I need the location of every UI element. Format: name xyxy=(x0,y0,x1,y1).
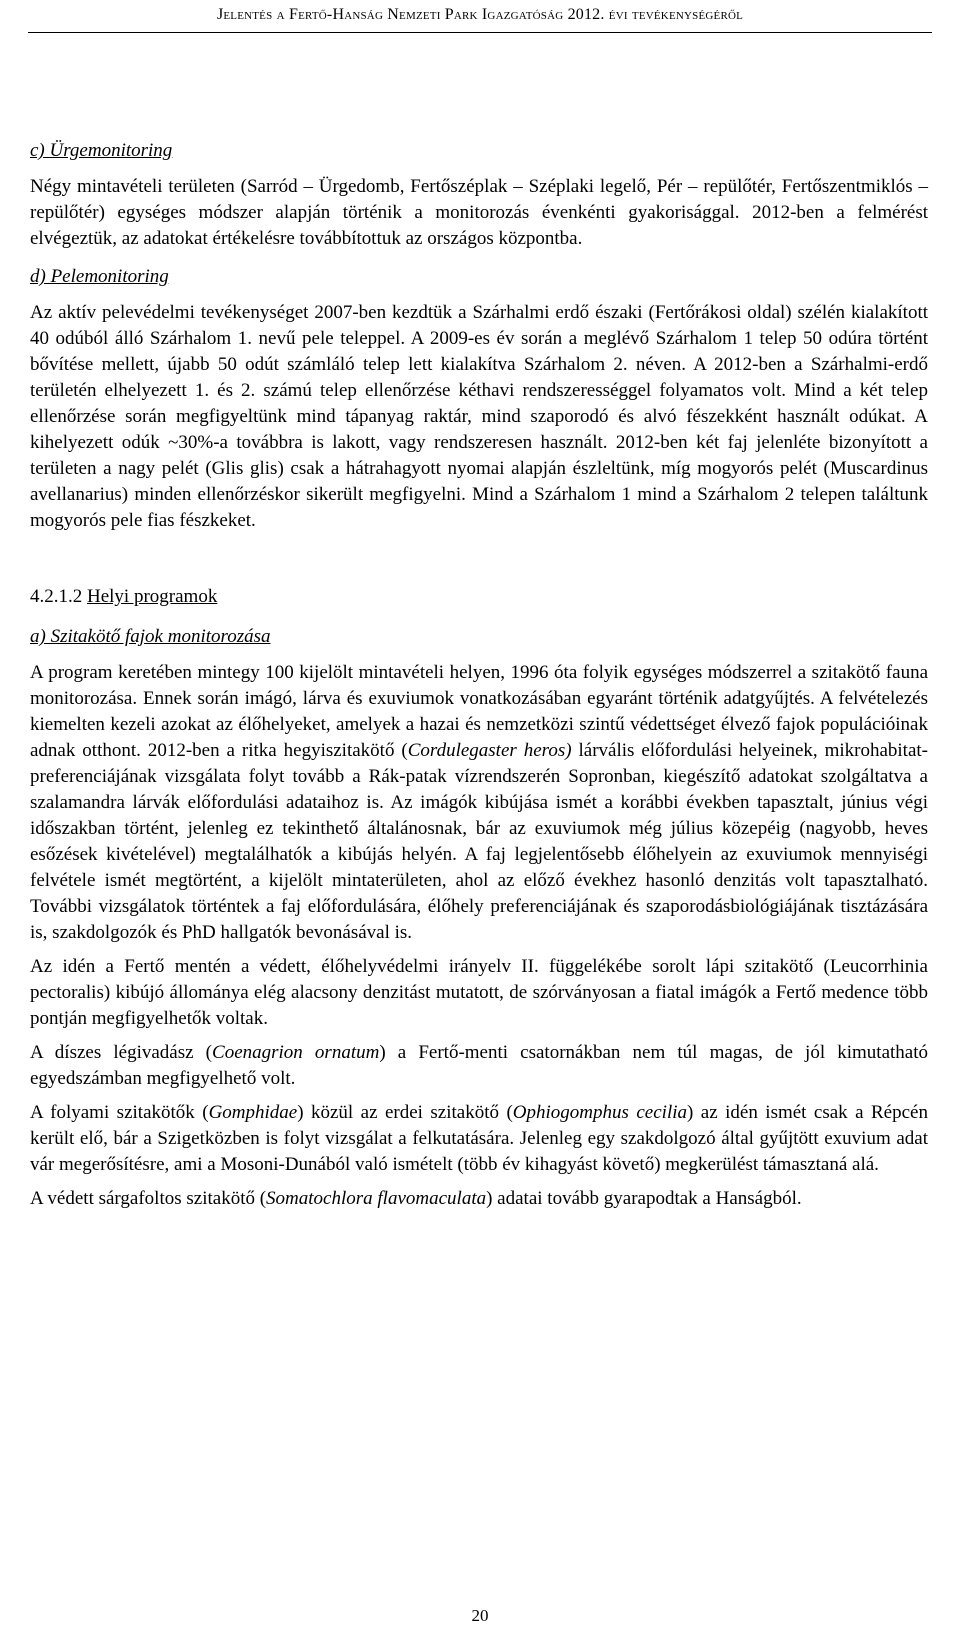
paragraph-a-5-text: A védett sárgafoltos szitakötő ( xyxy=(30,1188,267,1209)
section-body-d: Az aktív pelevédelmi tevékenységet 2007-ben kezdtük a Szárhalmi erdő északi (Fertőrákosi oldal) szélén kialakított 40 odúból álló Szárhalom 1. nevű pele teleppel. A 2009-es év során a meglévő Szárhalom 1 telep 50 odúra történt bővítése mellett, újabb 50 odút számláló telep lett kialakítva Szárhalom 2. néven. A 2012-ben a Szárhalmi-erdő területén elhelyezett 1. és 2. számú telep ellenőrzése kéthavi rendszerességgel folyamatos volt. Mind a két telep ellenőrzése során megfigyeltünk mind tápanyag raktár, mind szaporodó és alvó fészekként használt odúkat. A kihelyezett odúk ~30%-a továbbra is lakott, vagy rendszeresen használt. 2012-ben két faj jelenléte bizonyított a területen a nagy pelét (Glis glis) csak a hátrahagyott nyomai alapján észleltünk, míg mogyorós pelét (Muscardinus avellanarius) minden ellenőrzéskor sikerült megfigyelni. Mind a Szárhalom 1 mind a Szárhalom 2 telepen találtunk mogyorós pele fias fészkeket. xyxy=(30,302,928,531)
species-name: Cordulegaster heros) xyxy=(407,740,572,761)
family-name: Gomphidae xyxy=(208,1102,298,1123)
species-name: Coenagrion ornatum xyxy=(212,1042,380,1063)
paragraph-a-4-text-cont: ) az idén ismét csak a Répcén került elő, bár a Szigetközben is folyt vizsgálat a felkutatására. Jelenleg egy szakdolgozó által gyűjtött exuvium adat vár megerősítésre, ami a Mosoni-Dunából való ismételt (több év kihagyást követő) megkerülést támasztaná alá. xyxy=(30,1102,928,1175)
paragraph-a-3-text: A díszes légivadász ( xyxy=(30,1042,213,1063)
page-number: 20 xyxy=(471,1606,489,1625)
paragraph-a-5 xyxy=(30,1186,928,1212)
page-body xyxy=(30,138,928,1212)
paragraph-a-4 xyxy=(30,1100,928,1178)
section-body-c: Négy mintavételi területen (Sarród – Ürgedomb, Fertőszéplak – Széplaki legelő, Pér – repülőtér, Fertőszentmiklós – repülőtér) egységes módszer alapján történik a monitorozás évenkénti gyakorisággal. 2012-ben a felmérést elvégeztük, az adatokat értékelésre továbbítottuk az országos központba. xyxy=(30,176,928,249)
running-header: Jelentés a Fertő-Hanság Nemzeti Park Igazgatóság 2012. évi tevékenységéről xyxy=(216,6,744,23)
subsection-number: 4.2.1.2 xyxy=(30,586,83,607)
paragraph-a-4-text: A folyami szitakötők ( xyxy=(30,1102,209,1123)
paragraph-a-1 xyxy=(30,660,928,946)
paragraph-a-3-text-cont: ) a Fertő-menti csatornákban nem túl magas, de jól kimutatható egyedszámban megfigyelhető volt. xyxy=(30,1042,928,1089)
header-rule xyxy=(28,32,932,33)
subsection-heading xyxy=(30,584,928,610)
paragraph-a-2: Az idén a Fertő mentén a védett, élőhelyvédelmi irányelv II. függelékébe sorolt lápi szitakötő (Leucorrhinia pectoralis) kibújó állománya elég alacsony denzitást mutatott, de szórványosan a fiatal imágók a Fertő medence több pontján megfigyelhetők voltak. xyxy=(30,956,928,1029)
paragraph-a-5-text-cont: ) adatai tovább gyarapodtak a Hanságból. xyxy=(486,1188,802,1209)
subsection-title: Helyi programok xyxy=(87,586,218,607)
species-name: Ophiogomphus cecilia xyxy=(512,1102,688,1123)
paragraph-a-3 xyxy=(30,1040,928,1092)
section-title-d: d) Pelemonitoring xyxy=(30,266,169,287)
paragraph-a-1-text-cont: lárvális előfordulási helyeinek, mikrohabitat-preferenciájának vizsgálata folyt tovább a Rák-patak vízrendszerén Sopronban, kiegészítő adatokat szolgáltatva a szalamandra lárvák előfordulási adataihoz is. Az imágók kibújása ismét a korábbi években tapasztalt, június végi időszakban történt, jelenleg ez tekinthető általánosnak, bár az exuviumok még július közepéig (nagyobb, heves esőzések kivételével) megtalálhatók a kibújás helyén. A faj legjelentősebb élőhelyein az exuviumok mennyiségi felvétele ismét megtörtént, a kijelölt mintaterületen, ahol az előző évekhez hasonló denzitás volt tapasztalható. További vizsgálatok történtek a faj előfordulására, élőhely preferenciájának és szaporodásbiológiájának tisztázására is, szakdolgozók és PhD hallgatók bevonásával is. xyxy=(30,740,928,943)
paragraph-a-4-text-mid: ) közül az erdei szitakötő ( xyxy=(297,1102,513,1123)
species-name: Somatochlora flavomaculata xyxy=(266,1188,487,1209)
section-title-c: c) Ürgemonitoring xyxy=(30,140,173,161)
paragraph-a-1-text: A program keretében mintegy 100 kijelölt mintavételi helyen, 1996 óta folyik egységes módszerrel a szitakötő fauna monitorozása. Ennek során imágó, lárva és exuviumok vonatkozásában egyaránt történik adatgyűjtés. A felvételezés kiemelten kezeli azokat az élőhelyeket, amelyek a hazai és nemzetközi szintű védettséget élvező fajok populációinak adnak otthont. 2012-ben a ritka hegyiszitakötő ( xyxy=(30,662,928,761)
section-title-a: a) Szitakötő fajok monitorozása xyxy=(30,626,271,647)
